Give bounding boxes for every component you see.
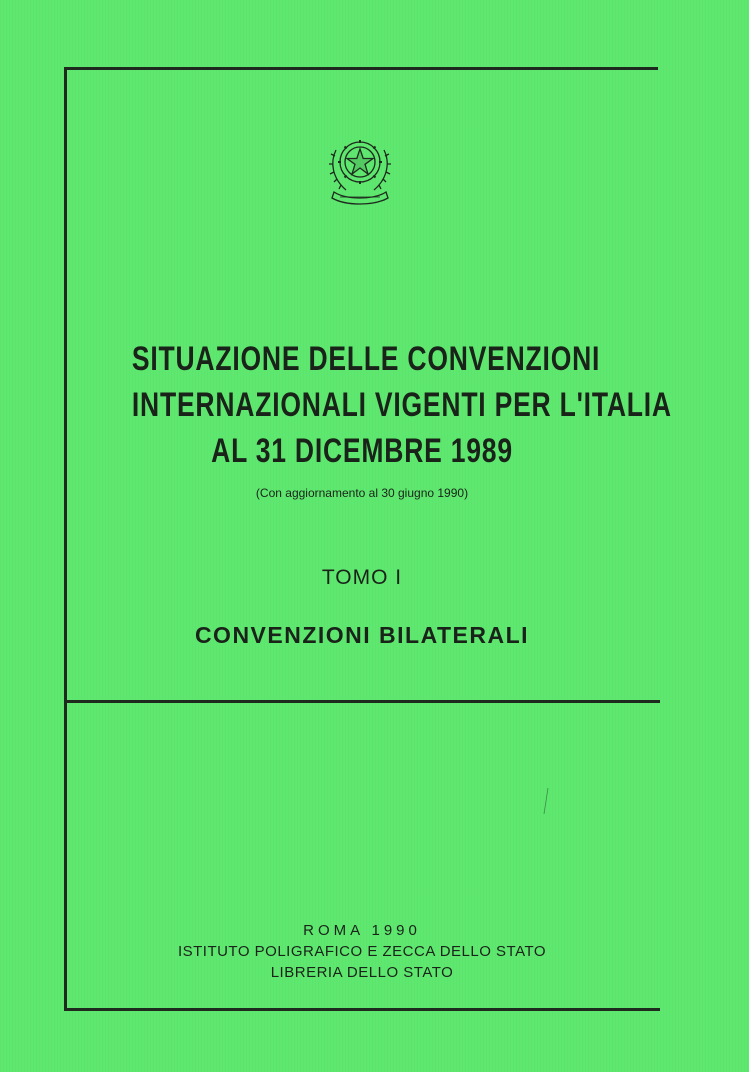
volume-label: TOMO I	[321, 566, 403, 589]
top-frame-rule	[64, 67, 658, 70]
bottom-frame-rule	[64, 1008, 660, 1011]
left-frame-rule	[64, 67, 67, 1011]
title-line-2: INTERNAZIONALI VIGENTI PER L'ITALIA	[131, 386, 672, 424]
middle-divider-rule	[64, 700, 660, 703]
imprint-library: LIBRERIA DELLO STATO	[270, 964, 454, 981]
series-title: CONVENZIONI BILATERALI	[194, 622, 530, 648]
italian-republic-emblem-icon	[326, 128, 394, 206]
imprint-city-year: ROMA 1990	[303, 922, 421, 939]
scratch-mark	[540, 786, 550, 816]
title-line-1: SITUAZIONE DELLE CONVENZIONI	[131, 340, 601, 378]
title-line-3: AL 31 DICEMBRE 1989	[211, 432, 513, 470]
subtitle: (Con aggiornamento al 30 giugno 1990)	[255, 486, 469, 500]
imprint-publisher: ISTITUTO POLIGRAFICO E ZECCA DELLO STATO	[177, 943, 547, 960]
